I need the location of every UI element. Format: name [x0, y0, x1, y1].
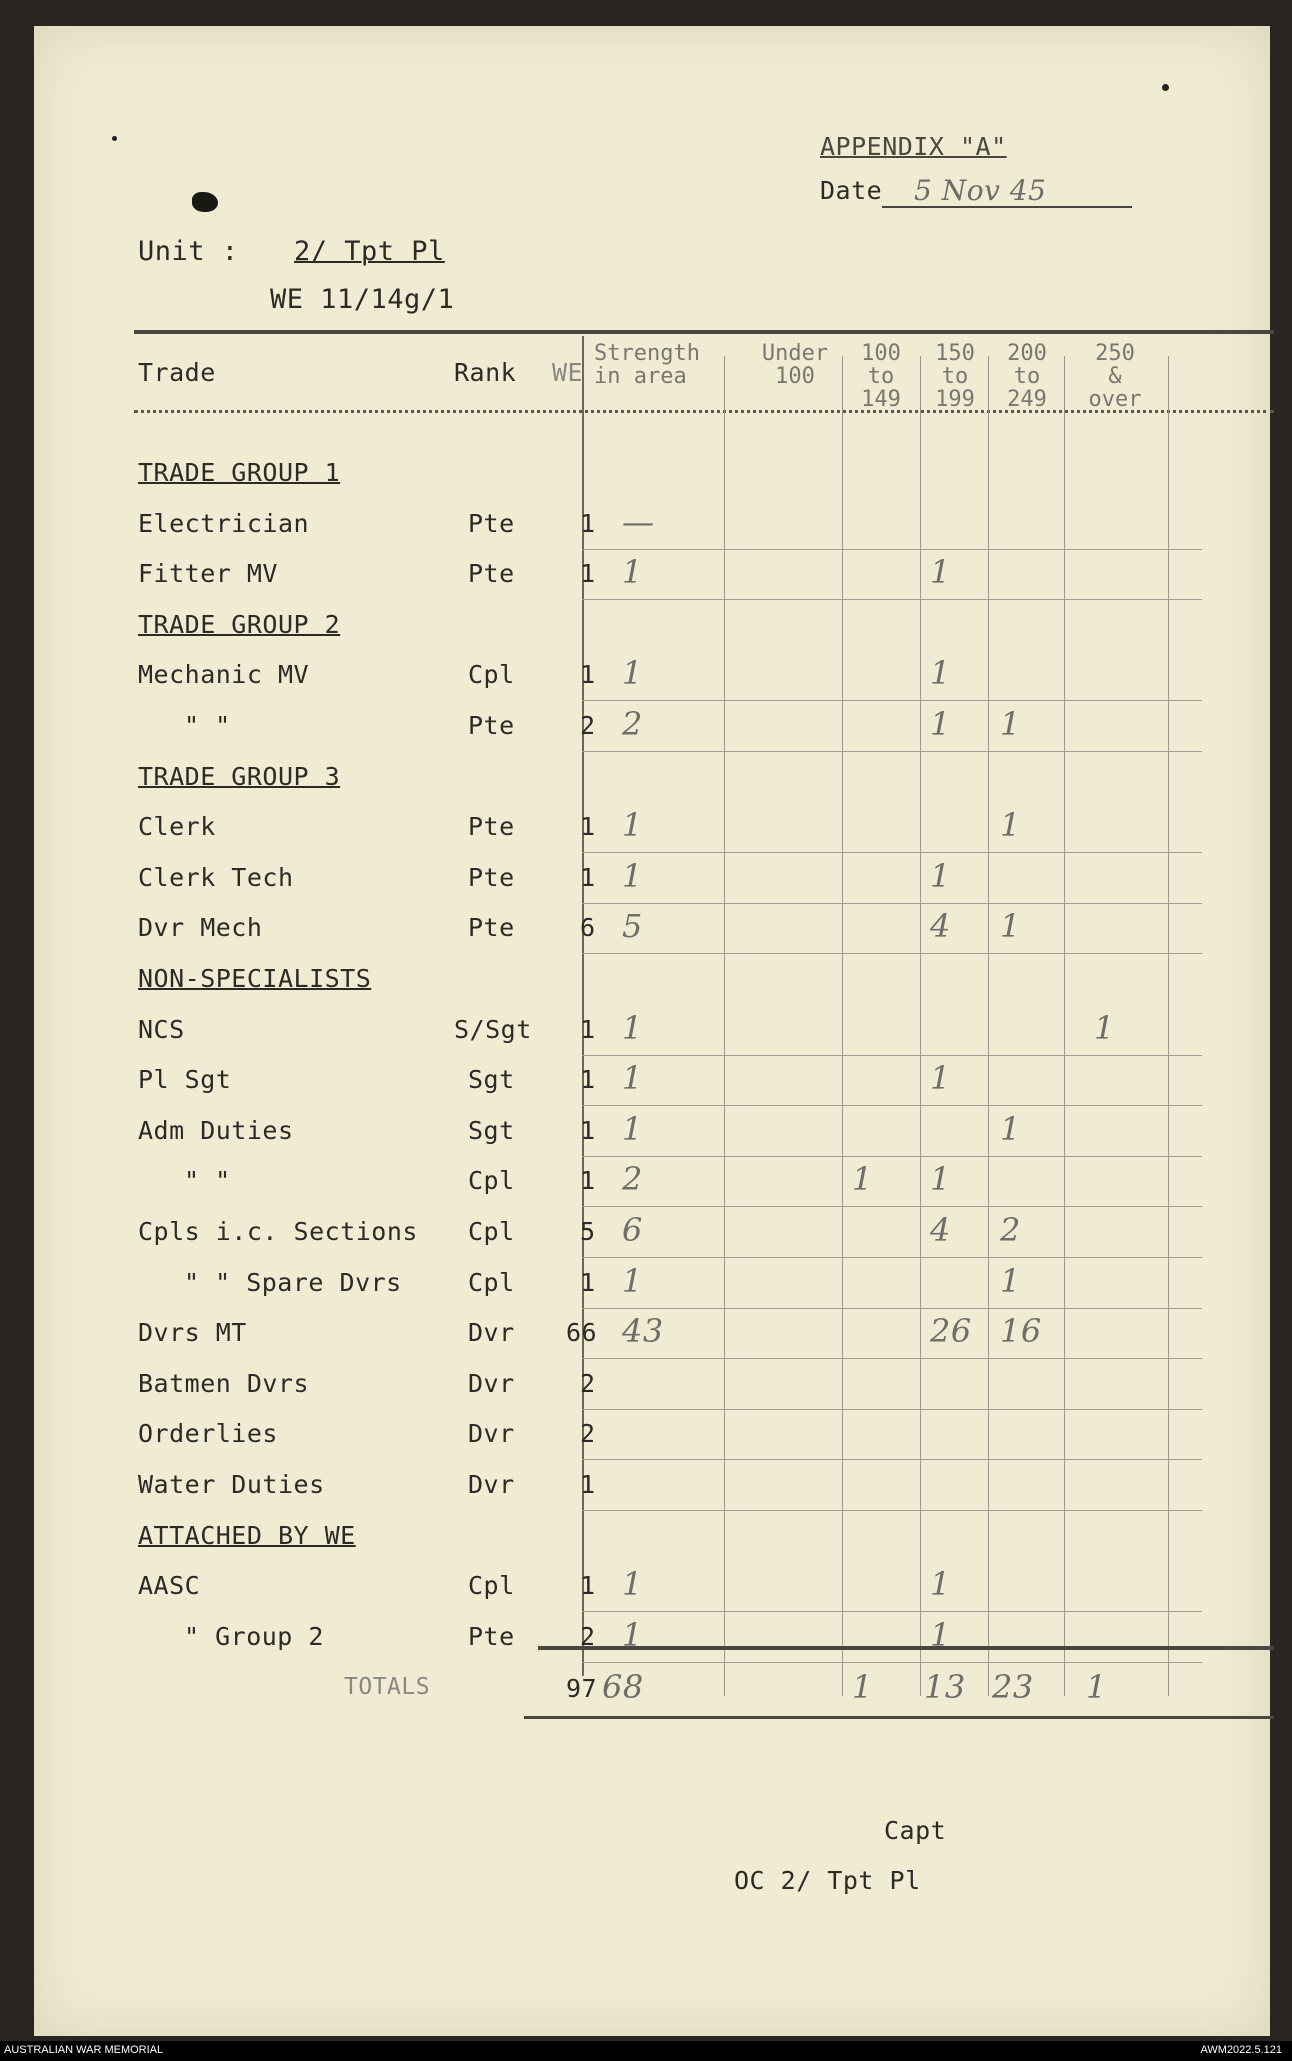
totals-under-100: 1 [852, 1668, 873, 1706]
cell-100-149: 26 [930, 1312, 972, 1350]
cell-strength: 1 [622, 1565, 643, 1603]
trade-name: Pl Sgt [138, 1065, 232, 1094]
footer-left: AUSTRALIAN WAR MEMORIAL [4, 2044, 164, 2056]
cell-strength: 2 [622, 705, 643, 743]
we-value: 1 [580, 660, 596, 689]
rank-value: S/Sgt [454, 1015, 532, 1044]
trade-name: Dvr Mech [138, 913, 263, 942]
col-header-we: WE [552, 358, 584, 387]
cell-150-199: 1 [1000, 907, 1021, 945]
we-value: 1 [580, 1065, 596, 1094]
col-header-100-149: 100 to 149 [861, 341, 901, 412]
cell-strength: 5 [622, 907, 643, 945]
cell-150-199: 1 [1000, 705, 1021, 743]
row-rule [582, 1358, 1202, 1359]
we-value: 66 [566, 1318, 598, 1347]
rank-value: Cpl [468, 1268, 515, 1297]
col-header-rank: Rank [454, 358, 517, 387]
row-rule [582, 1409, 1202, 1410]
cell-100-149: 1 [930, 553, 951, 591]
we-value: 1 [580, 1116, 596, 1145]
trade-group-heading: TRADE GROUP 3 [138, 762, 341, 791]
totals-150-199: 23 [992, 1668, 1034, 1706]
we-value: 1 [580, 559, 596, 588]
rank-value: Cpl [468, 1217, 515, 1246]
cell-100-149: 1 [930, 705, 951, 743]
cell-150-199: 2 [1000, 1211, 1021, 1249]
rank-value: Sgt [468, 1116, 515, 1145]
cell-strength: — [622, 503, 655, 541]
we-value: 2 [580, 1622, 596, 1651]
totals-200-249: 1 [1086, 1668, 1107, 1706]
row-rule [582, 1611, 1202, 1612]
date-label: Date [820, 176, 883, 205]
cell-100-149: 4 [930, 907, 951, 945]
rank-value: Pte [468, 1622, 515, 1651]
cell-strength: 1 [622, 654, 643, 692]
trade-group-heading: ATTACHED BY WE [138, 1521, 356, 1550]
we-value: 1 [580, 863, 596, 892]
trade-name: AASC [138, 1571, 201, 1600]
trade-name: Water Duties [138, 1470, 325, 1499]
rank-value: Dvr [468, 1318, 515, 1347]
cell-100-149: 1 [930, 857, 951, 895]
date-value: 5 Nov 45 [914, 174, 1047, 207]
cell-strength: 1 [622, 1616, 643, 1654]
row-rule [582, 1257, 1202, 1258]
trade-name: Clerk Tech [138, 863, 294, 892]
col-header-150-199: 150 to 199 [935, 341, 975, 412]
rank-value: Sgt [468, 1065, 515, 1094]
cell-150-199: 1 [1000, 1262, 1021, 1300]
document-page [34, 26, 1270, 2036]
we-value: 2 [580, 1419, 596, 1448]
rank-value: Dvr [468, 1470, 515, 1499]
we-value: 5 [580, 1217, 596, 1246]
row-rule [582, 1662, 1202, 1663]
rank-value: Pte [468, 913, 515, 942]
cell-150-199: 1 [1000, 1110, 1021, 1148]
cell-100-149: 1 [930, 654, 951, 692]
cell-100-149: 1 [930, 1565, 951, 1603]
pin-mark [1162, 84, 1169, 91]
row-rule [582, 599, 1202, 600]
cell-strength: 1 [622, 1110, 643, 1148]
cell-strength: 43 [622, 1312, 664, 1350]
trade-name: " " [184, 1166, 231, 1195]
trade-name: " " Spare Dvrs [184, 1268, 402, 1297]
cell-100-149: 1 [930, 1059, 951, 1097]
trade-name: Batmen Dvrs [138, 1369, 310, 1398]
col-header-250-over: 250 & over [1088, 341, 1142, 412]
we-reference: WE 11/14g/1 [270, 284, 455, 315]
we-value: 2 [580, 711, 596, 740]
row-rule [582, 1459, 1202, 1460]
row-rule [582, 1156, 1202, 1157]
archive-footer [0, 2041, 1292, 2061]
rank-value: Pte [468, 559, 515, 588]
cell-under-100: 1 [852, 1160, 873, 1198]
trade-group-heading: TRADE GROUP 2 [138, 610, 341, 639]
col-header-strength: Strength in area [594, 341, 700, 389]
trade-name: Dvrs MT [138, 1318, 247, 1347]
rank-value: Pte [468, 711, 515, 740]
cell-100-149: 1 [930, 1616, 951, 1654]
punch-mark [192, 192, 218, 212]
we-value: 2 [580, 1369, 596, 1398]
trade-name: Mechanic MV [138, 660, 310, 689]
cell-100-149: 1 [930, 1160, 951, 1198]
cell-strength: 1 [622, 1059, 643, 1097]
signature-rank: Capt [884, 1816, 947, 1845]
cell-150-199: 1 [1000, 806, 1021, 844]
row-rule [582, 1206, 1202, 1207]
footer-right: AWM2022.5.121 [1200, 2044, 1282, 2056]
trade-name: " Group 2 [184, 1622, 324, 1651]
we-value: 1 [580, 1470, 596, 1499]
we-value: 1 [580, 1268, 596, 1297]
row-rule [582, 903, 1202, 904]
row-rule [582, 751, 1202, 752]
trade-name: NCS [138, 1015, 185, 1044]
we-value: 1 [580, 509, 596, 538]
row-rule [582, 953, 1202, 954]
appendix-title: APPENDIX "A" [820, 132, 1007, 161]
rank-value: Pte [468, 509, 515, 538]
trade-group-heading: NON-SPECIALISTS [138, 964, 372, 993]
rank-value: Cpl [468, 660, 515, 689]
rank-value: Dvr [468, 1369, 515, 1398]
cell-strength: 1 [622, 553, 643, 591]
row-rule [582, 1055, 1202, 1056]
we-value: 6 [580, 913, 596, 942]
trade-name: Fitter MV [138, 559, 278, 588]
totals-strength: 68 [602, 1668, 644, 1706]
trade-name: Adm Duties [138, 1116, 294, 1145]
trade-name: Cpls i.c. Sections [138, 1217, 418, 1246]
cell-strength: 1 [622, 806, 643, 844]
trade-name: Orderlies [138, 1419, 278, 1448]
unit-label: Unit : [138, 236, 239, 267]
rank-value: Pte [468, 863, 515, 892]
cell-150-199: 16 [1000, 1312, 1042, 1350]
trade-name: Electrician [138, 509, 310, 538]
cell-strength: 1 [622, 1262, 643, 1300]
col-header-200-249: 200 to 249 [1007, 341, 1047, 412]
col-header-trade: Trade [138, 358, 216, 387]
pin-mark [112, 136, 117, 141]
rank-value: Cpl [468, 1571, 515, 1600]
totals-100-149: 13 [924, 1668, 966, 1706]
totals-we: 97 [566, 1674, 598, 1703]
col-header-under-100: Under 100 [761, 341, 829, 389]
we-value: 1 [580, 812, 596, 841]
row-rule [582, 549, 1202, 550]
cell-strength: 1 [622, 857, 643, 895]
row-rule [582, 1308, 1202, 1309]
we-value: 1 [580, 1166, 596, 1195]
trade-group-heading: TRADE GROUP 1 [138, 458, 341, 487]
trade-name: Clerk [138, 812, 216, 841]
rank-value: Dvr [468, 1419, 515, 1448]
row-rule [582, 852, 1202, 853]
row-rule [582, 1105, 1202, 1106]
rank-value: Pte [468, 812, 515, 841]
unit-value: 2/ Tpt Pl [294, 236, 445, 267]
we-value: 1 [580, 1571, 596, 1600]
we-value: 1 [580, 1015, 596, 1044]
cell-200-249: 1 [1094, 1009, 1115, 1047]
signature-title: OC 2/ Tpt Pl [734, 1866, 921, 1895]
cell-strength: 2 [622, 1160, 643, 1198]
cell-100-149: 4 [930, 1211, 951, 1249]
row-rule [582, 1510, 1202, 1511]
cell-strength: 1 [622, 1009, 643, 1047]
totals-label: TOTALS [344, 1674, 431, 1700]
cell-strength: 6 [622, 1211, 643, 1249]
trade-name: " " [184, 711, 231, 740]
row-rule [582, 700, 1202, 701]
rank-value: Cpl [468, 1166, 515, 1195]
